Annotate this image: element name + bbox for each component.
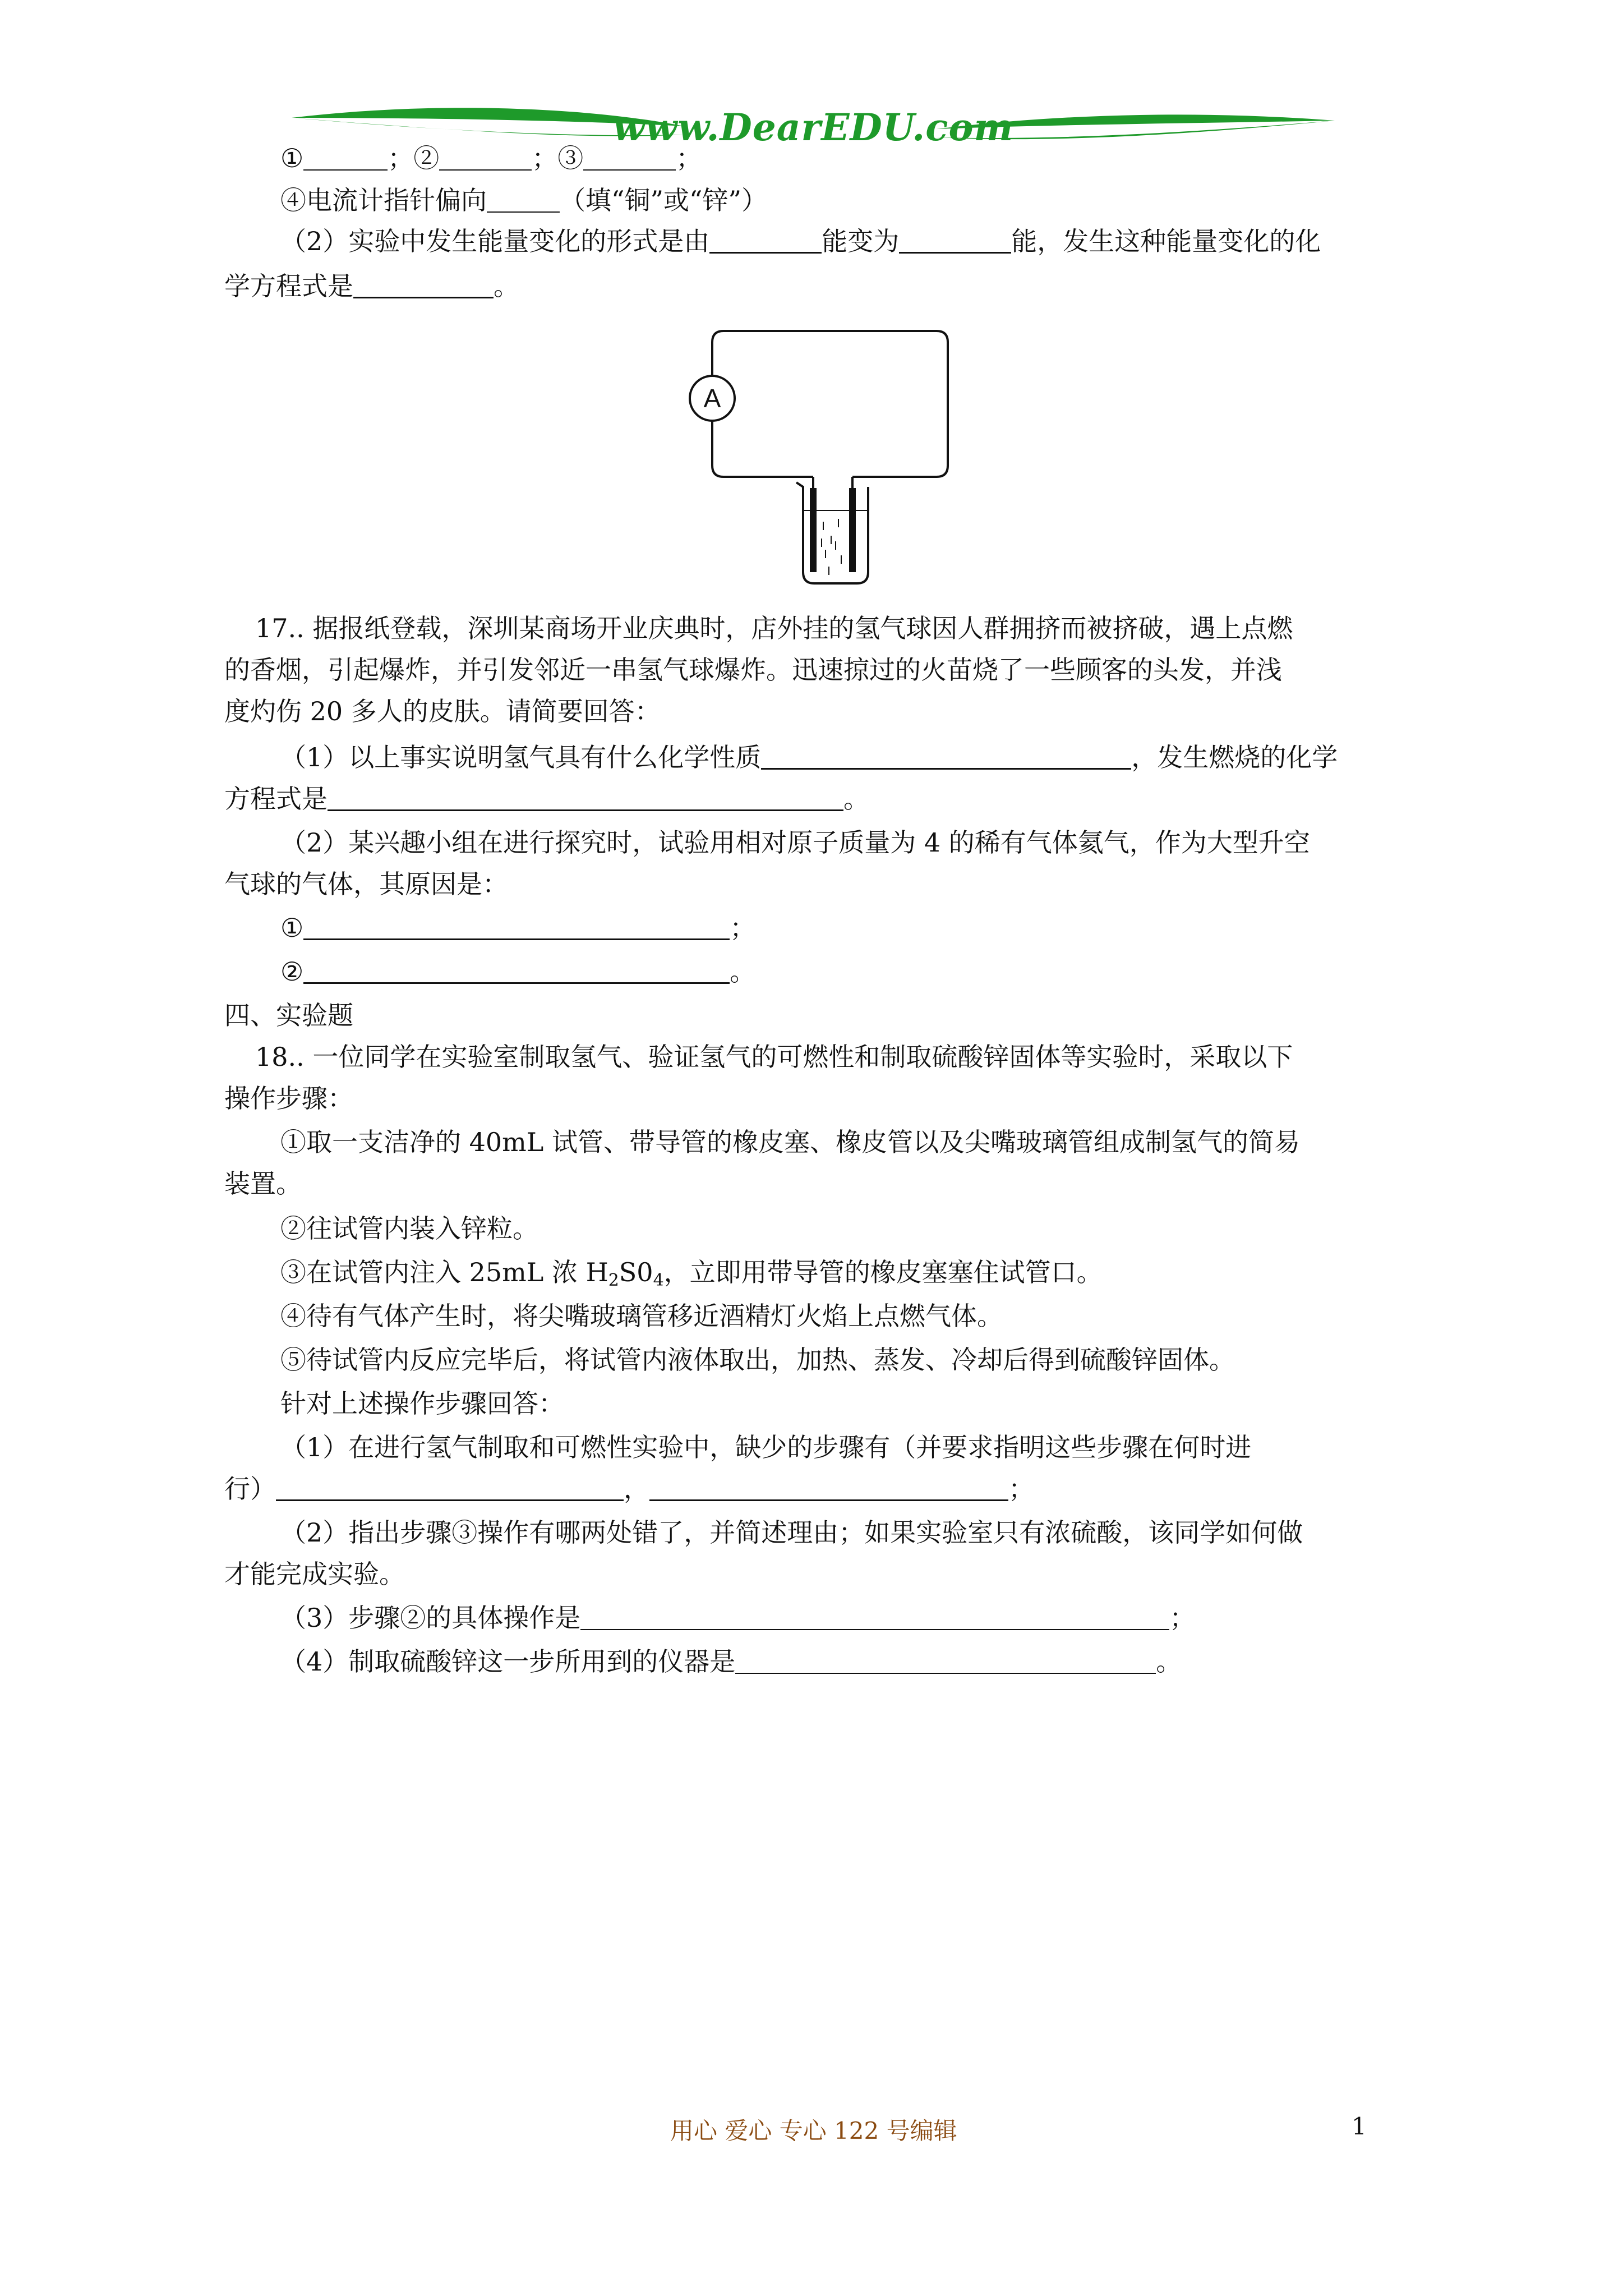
answer-blank[interactable]: [328, 783, 843, 811]
q17-part2-line-2: 气球的气体，其原因是：: [224, 869, 508, 899]
logo-text: www.DearEDU.com: [612, 105, 1014, 149]
q16-p2-text-a: （2）实验中发生能量变化的形式是由: [280, 226, 710, 256]
answer-blank[interactable]: [439, 142, 532, 171]
ammeter-label: A: [703, 384, 721, 413]
q17-item-1: [280, 910, 755, 946]
answer-blank[interactable]: [761, 741, 1131, 770]
q18-answer2-line-1: （2）指出步骤③操作有哪两处错了，并简述理由；如果实验室只有浓硫酸，该同学如何做: [280, 1517, 1303, 1548]
subscript-2: 2: [608, 1271, 619, 1290]
q18-step-2: ②往试管内装入锌粒。: [280, 1213, 538, 1244]
q18-answer3: [280, 1600, 1195, 1636]
answer-blank[interactable]: [735, 1646, 1156, 1674]
q17-p1-text-a: （1）以上事实说明氢气具有什么化学性质: [280, 742, 762, 772]
q16-p2-line2-text: 学方程式是: [224, 271, 353, 301]
q18-step-5: ⑤待试管内反应完毕后，将试管内液体取出，加热、蒸发、冷却后得到硫酸锌固体。: [280, 1345, 1235, 1375]
q16-line-2: [280, 182, 767, 218]
q17-line-1: 17.. 据报纸登载，深圳某商场开业庆典时，店外挂的氢气球因人群拥挤而被挤破，遇上点燃: [255, 613, 1293, 643]
q16-blank-label-3: ；③: [532, 143, 584, 173]
q18-line-1: 18.. 一位同学在实验室制取氢气、验证氢气的可燃性和制取硫酸锌固体等实验时，采取以下: [255, 1042, 1293, 1072]
q16-line2-suffix: （填“铜”或“锌”）: [560, 185, 768, 215]
answer-blank[interactable]: [709, 225, 822, 254]
q18-a4-text: （4）制取硫酸锌这一步所用到的仪器是: [280, 1646, 736, 1677]
q17-part1-line-1: [280, 739, 1338, 775]
q17-line-3: 度灼伤 20 多人的皮肤。请简要回答：: [224, 696, 661, 726]
q18-a1-prefix: 行）: [224, 1474, 276, 1504]
q16-p2-text-b: 能变为: [822, 226, 900, 256]
q18-line-2: 操作步骤：: [224, 1083, 353, 1114]
q17-part1-line-2: [224, 781, 869, 817]
q17-part2-line-1: （2）某兴趣小组在进行探究时，试验用相对原子质量为 4 的稀有气体氦气，作为大型升空: [280, 827, 1310, 858]
q18-a1-end: ；: [1008, 1474, 1034, 1504]
q16-p2-end: 。: [494, 271, 519, 301]
q18-answer1-line-1: （1）在进行氢气制取和可燃性实验中，缺少的步骤有（并要求指明这些步骤在何时进: [280, 1432, 1252, 1462]
q16-blank-label-4: ；: [676, 143, 702, 173]
q16-blank-label-1: ①: [280, 143, 304, 173]
answer-blank[interactable]: [649, 1473, 1008, 1501]
q17-p1-end: 。: [843, 784, 869, 814]
q18-step3-text-a: ③在试管内注入 25mL 浓 H: [280, 1257, 608, 1287]
answer-blank[interactable]: [899, 225, 1011, 254]
page-number: 1: [1352, 2113, 1367, 2140]
answer-blank[interactable]: [303, 142, 388, 171]
q16-blank-label-2: ；②: [388, 143, 440, 173]
q16-part2-line-2: [224, 268, 519, 304]
q17-line-2: 的香烟，引起爆炸，并引发邻近一串氢气球爆炸。迅速掠过的火苗烧了一些顾客的头发，并浅: [224, 655, 1282, 685]
answer-blank[interactable]: [580, 1602, 1169, 1630]
q17-p1-line2-text: 方程式是: [224, 784, 328, 814]
q18-answer1-line-2: [224, 1471, 1034, 1507]
answer-blank[interactable]: [276, 1473, 624, 1501]
q17-item1-end: ；: [730, 913, 756, 943]
q18-answer4: [280, 1644, 1182, 1680]
zinc-electrode: [849, 488, 856, 572]
answer-blank[interactable]: [303, 955, 730, 984]
q17-p1-text-b: ，发生燃烧的化学: [1131, 742, 1338, 772]
q18-step-4: ④待有气体产生时，将尖嘴玻璃管移近酒精灯火焰上点燃气体。: [280, 1301, 1003, 1331]
q18-step3-text-b: S0: [619, 1257, 653, 1287]
q18-a4-end: 。: [1156, 1646, 1182, 1677]
q18-step3-text-c: ，立即用带导管的橡皮塞塞住试管口。: [663, 1257, 1103, 1287]
q18-a3-end: ；: [1169, 1603, 1196, 1633]
q17-item2-end: 。: [730, 956, 756, 987]
q17-item-2: [280, 954, 755, 990]
section-title: 四、实验题: [224, 1000, 353, 1030]
q18-answer2-line-2: 才能完成实验。: [224, 1559, 405, 1589]
answer-blank[interactable]: [583, 142, 676, 171]
q16-line2-prefix: ④电流计指针偏向: [280, 185, 487, 215]
galvanic-cell-figure: [679, 325, 959, 589]
q17-item2-label: ②: [280, 956, 304, 987]
copper-electrode: [810, 488, 817, 572]
q18-a1-sep: ，: [624, 1474, 649, 1504]
q16-blanks-line: [280, 140, 702, 176]
answer-blank[interactable]: [303, 912, 730, 940]
q18-a3-text: （3）步骤②的具体操作是: [280, 1603, 581, 1633]
subscript-4: 4: [653, 1271, 664, 1290]
q16-p2-text-c: 能，发生这种能量变化的化: [1011, 226, 1321, 256]
circuit-diagram: [679, 325, 959, 589]
q18-prompt: 针对上述操作步骤回答：: [280, 1388, 564, 1419]
q18-step-1b: 装置。: [224, 1168, 302, 1199]
answer-blank[interactable]: [353, 270, 494, 298]
q18-step-3: [280, 1254, 1103, 1299]
q16-part2-line-1: [280, 223, 1321, 259]
footer-text: 用心 爱心 专心 122 号编辑: [670, 2117, 957, 2145]
q18-step-1a: ①取一支洁净的 40mL 试管、带导管的橡皮塞、橡皮管以及尖嘴玻璃管组成制氢气的简易: [280, 1127, 1300, 1157]
beaker-icon: [796, 482, 868, 583]
q17-item1-label: ①: [280, 913, 304, 943]
answer-blank[interactable]: [487, 185, 560, 213]
